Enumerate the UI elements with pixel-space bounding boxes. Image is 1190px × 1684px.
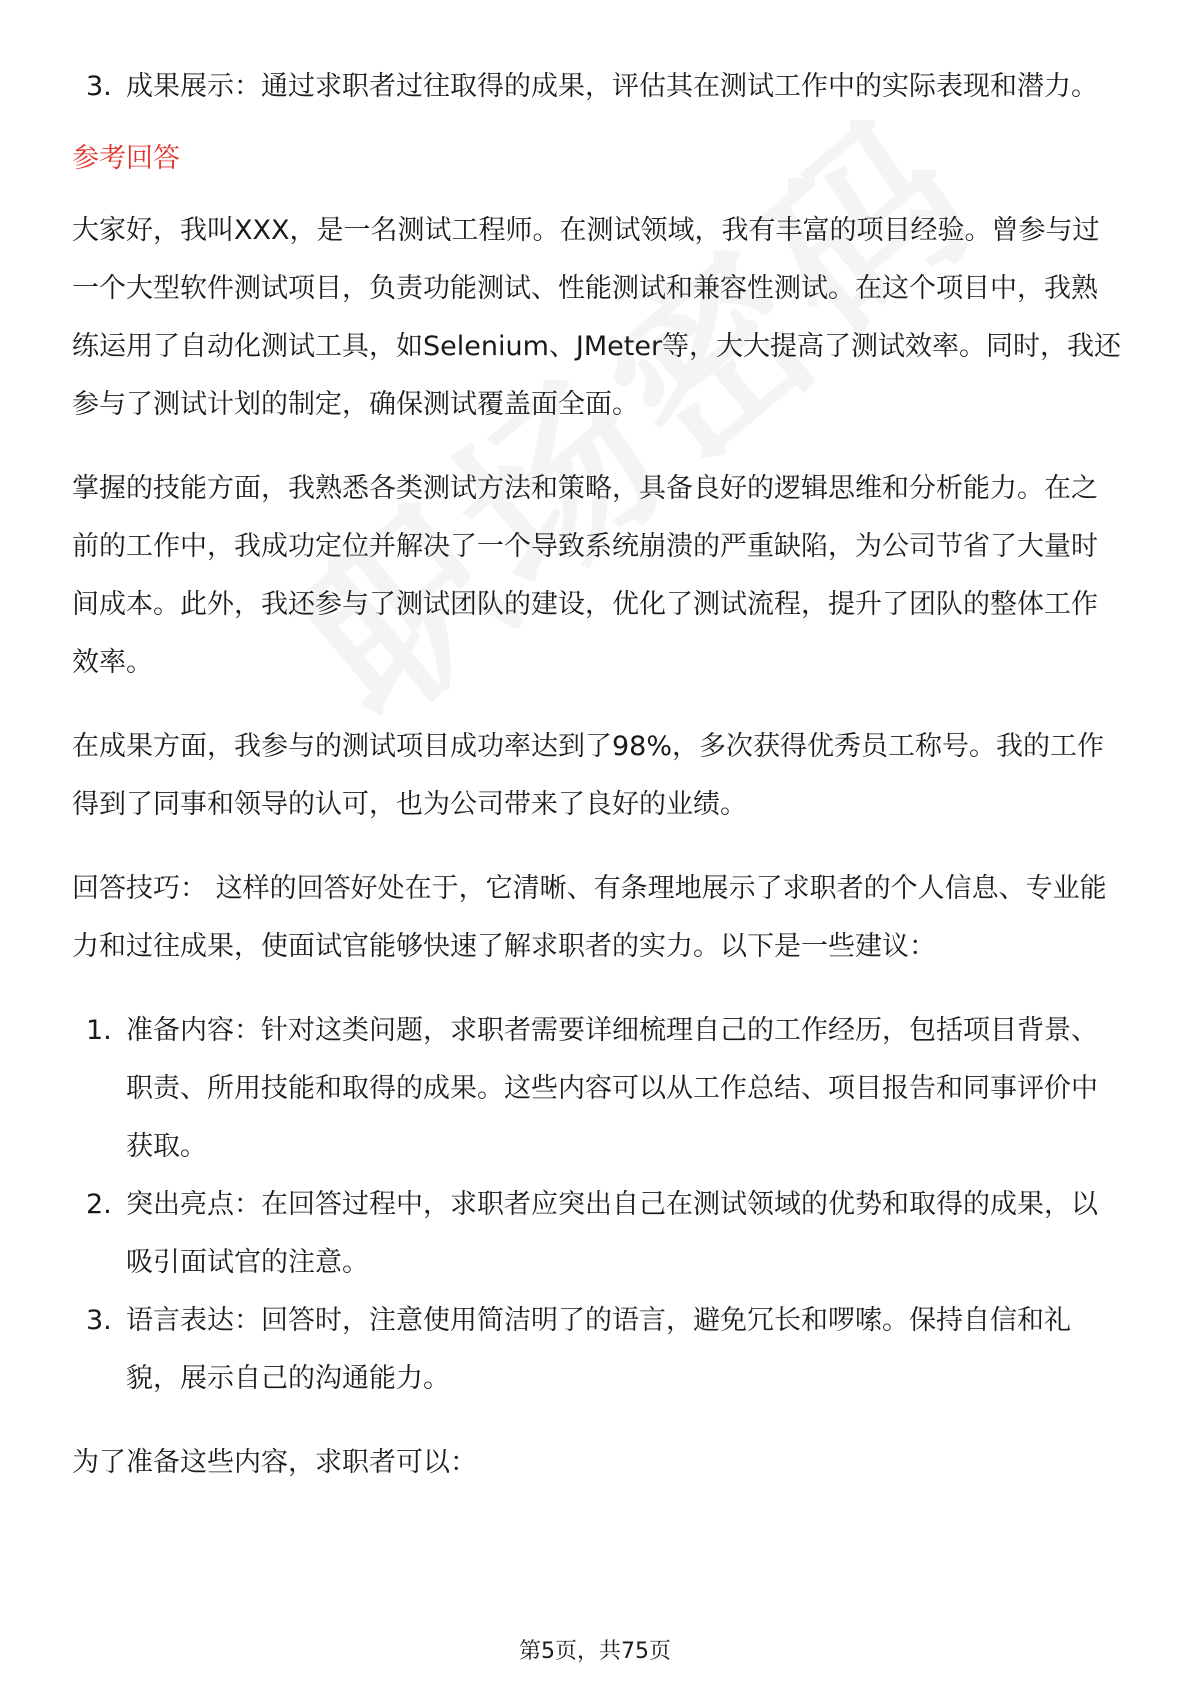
list-text: 突出亮点：在回答过程中，求职者应突出自己在测试领域的优势和取得的成果，以吸引面试官的注意。: [126, 1189, 1098, 1278]
paragraph: 回答技巧： 这样的回答好处在于，它清晰、有条理地展示了求职者的个人信息、专业能力和过往成果，使面试官能够快速了解求职者的实力。以下是一些建议：: [72, 873, 1107, 962]
list-item: [72, 58, 1122, 116]
list-number: 2.: [86, 1189, 112, 1220]
list-text: 语言表达：回答时，注意使用简洁明了的语言，避免冗长和啰嗦。保持自信和礼貌，展示自己的沟通能力。: [126, 1305, 1071, 1394]
list-number: 1.: [86, 1015, 112, 1046]
document-body: [72, 58, 1122, 1492]
top-list: [72, 58, 1122, 116]
closing-paragraph: 为了准备这些内容，求职者可以：: [72, 1447, 477, 1478]
list-item: [72, 1002, 1122, 1176]
list-item: [72, 1176, 1122, 1292]
paragraph: 大家好，我叫XXX，是一名测试工程师。在测试领域，我有丰富的项目经验。曾参与过一个大型软件测试项目，负责功能测试、性能测试和兼容性测试。在这个项目中，我熟练运用了自动化测试工具，如Selenium、JMeter等，大大提高了测试效率。同时，我还参与了测试计划的制定，确保测试覆盖面全面。: [72, 215, 1122, 420]
paragraph: 在成果方面，我参与的测试项目成功率达到了98%，多次获得优秀员工称号。我的工作得到了同事和领导的认可，也为公司带来了良好的业绩。: [72, 731, 1105, 820]
tips-list: [72, 1002, 1122, 1408]
list-number: 3.: [86, 1305, 112, 1336]
list-item: [72, 1292, 1122, 1408]
paragraph: 掌握的技能方面，我熟悉各类测试方法和策略，具备良好的逻辑思维和分析能力。在之前的工作中，我成功定位并解决了一个导致系统崩溃的严重缺陷，为公司节省了大量时间成本。此外，我还参与了测试团队的建设，优化了测试流程，提升了团队的整体工作效率。: [72, 473, 1098, 678]
section-heading: 参考回答: [72, 143, 180, 174]
page-footer: 第5页，共75页: [519, 1639, 671, 1664]
list-text: 成果展示：通过求职者过往取得的成果，评估其在测试工作中的实际表现和潜力。: [126, 71, 1098, 102]
list-number: 3.: [86, 71, 112, 102]
list-text: 准备内容：针对这类问题，求职者需要详细梳理自己的工作经历，包括项目背景、职责、所用技能和取得的成果。这些内容可以从工作总结、项目报告和同事评价中获取。: [126, 1015, 1098, 1162]
